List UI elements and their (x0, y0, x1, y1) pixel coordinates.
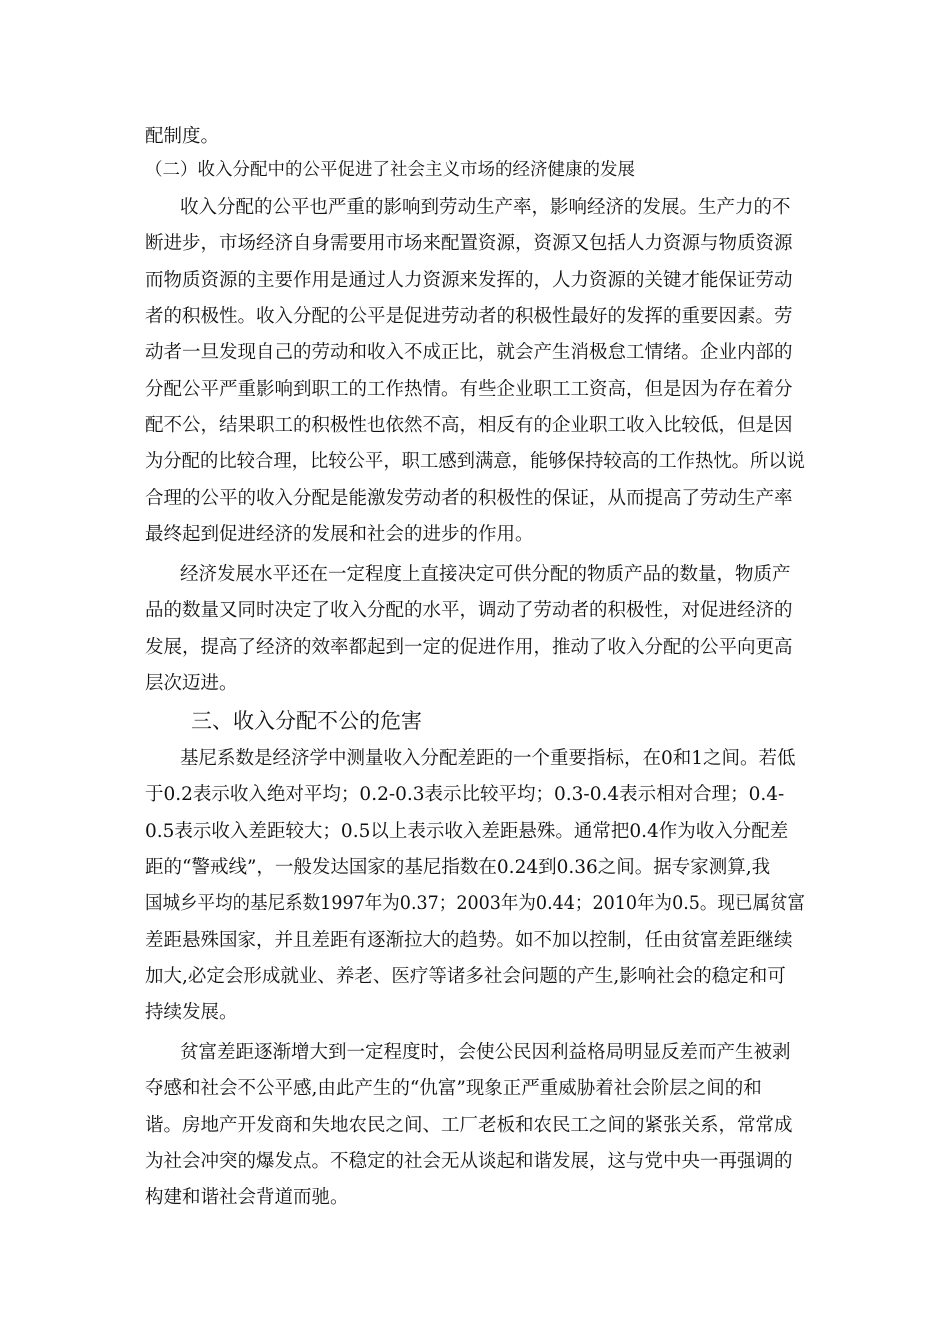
paragraph-line: 贫富差距逐渐增大到一定程度时，会使公民因利益格局明显反差而产生被剥 (180, 1042, 791, 1063)
paragraph-line: 层次迈进。 (145, 673, 238, 694)
paragraph-line: 加大,必定会形成就业、养老、医疗等诸多社会问题的产生,影响社会的稳定和可 (145, 966, 786, 987)
paragraph-line: 经济发展水平还在一定程度上直接决定可供分配的物质产品的数量，物质产 (180, 564, 791, 585)
paragraph-line: 国城乡平均的基尼系数1997年为0.37；2003年为0.44；2010年为0.5。现已属贫富 (145, 893, 806, 914)
paragraph-line: 发展，提高了经济的效率都起到一定的促进作用，推动了收入分配的公平向更高 (145, 637, 793, 658)
paragraph-line: 断进步，市场经济自身需要用市场来配置资源，资源又包括人力资源与物质资源 (145, 233, 793, 254)
section-heading: 三、收入分配不公的危害 (191, 709, 422, 733)
paragraph-line: 品的数量又同时决定了收入分配的水平，调动了劳动者的积极性，对促进经济的 (145, 600, 793, 621)
paragraph-line: 为分配的比较合理，比较公平，职工感到满意，能够保持较高的工作热忱。所以说 (145, 451, 806, 472)
paragraph-line: 者的积极性。收入分配的公平是促进劳动者的积极性最好的发挥的重要因素。劳 (145, 306, 793, 327)
paragraph-line: 差距悬殊国家，并且差距有逐渐拉大的趋势。如不加以控制，任由贫富差距继续 (145, 930, 793, 951)
paragraph-line: 分配公平严重影响到职工的工作热情。有些企业职工工资高，但是因为存在着分 (145, 379, 793, 400)
paragraph-line: 构建和谐社会背道而驰。 (145, 1187, 349, 1208)
paragraph-line: 为社会冲突的爆发点。不稳定的社会无从谈起和谐发展，这与党中央一再强调的 (145, 1151, 793, 1172)
paragraph-line: 谐。房地产开发商和失地农民之间、工厂老板和农民工之间的紧张关系，常常成 (145, 1115, 793, 1136)
paragraph-line: 而物质资源的主要作用是通过人力资源来发挥的，人力资源的关键才能保证劳动 (145, 270, 793, 291)
paragraph-line: 持续发展。 (145, 1002, 238, 1023)
paragraph-line: 动者一旦发现自己的劳动和收入不成正比，就会产生消极怠工情绪。企业内部的 (145, 342, 793, 363)
paragraph-line: 最终起到促进经济的发展和社会的进步的作用。 (145, 524, 534, 545)
continued-line: 配制度。 (145, 126, 220, 147)
paragraph-line: 距的“警戒线”，一般发达国家的基尼指数在0.24到0.36之间。据专家测算,我 (145, 857, 771, 878)
paragraph-line: 基尼系数是经济学中测量收入分配差距的一个重要指标，在0和1之间。若低 (180, 748, 796, 769)
paragraph-line: 0.5表示收入差距较大；0.5以上表示收入差距悬殊。通常把0.4作为收入分配差 (145, 821, 789, 842)
paragraph-line: 合理的公平的收入分配是能激发劳动者的积极性的保证，从而提高了劳动生产率 (145, 488, 793, 509)
paragraph-line: 夺感和社会不公平感,由此产生的“仇富”现象正严重威胁着社会阶层之间的和 (145, 1078, 762, 1099)
subheading: （二）收入分配中的公平促进了社会主义市场的经济健康的发展 (145, 160, 635, 180)
paragraph-line: 收入分配的公平也严重的影响到劳动生产率，影响经济的发展。生产力的不 (180, 197, 791, 218)
paragraph-line: 于0.2表示收入绝对平均；0.2-0.3表示比较平均；0.3-0.4表示相对合理；0.4- (145, 784, 785, 805)
paragraph-line: 配不公，结果职工的积极性也依然不高，相反有的企业职工收入比较低，但是因 (145, 415, 793, 436)
